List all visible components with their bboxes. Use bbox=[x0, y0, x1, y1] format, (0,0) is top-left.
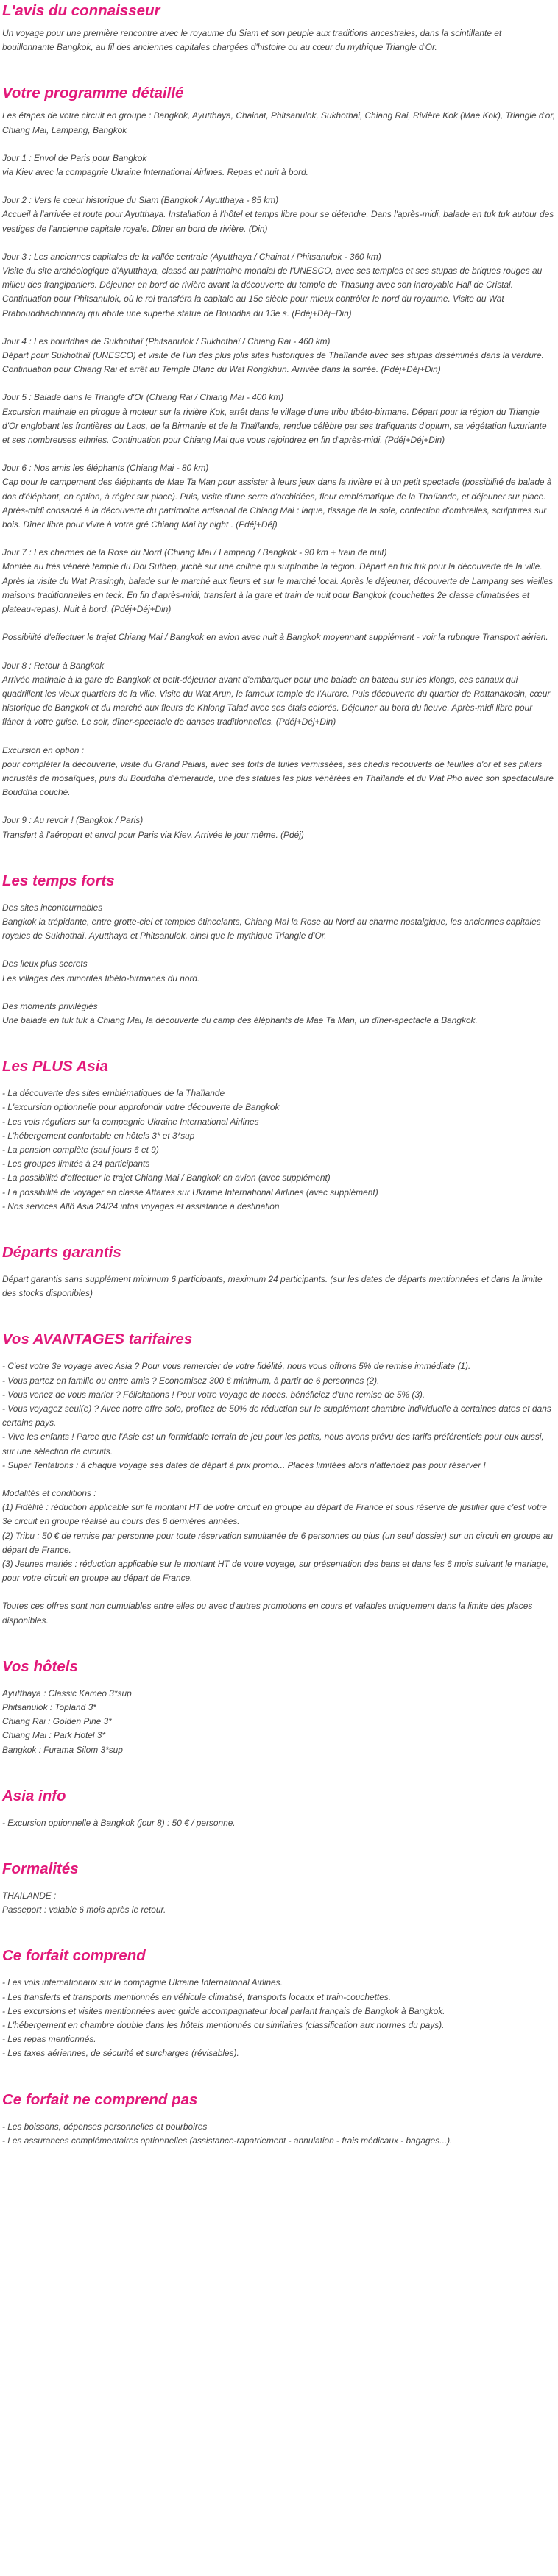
section-formalites bbox=[2, 1860, 556, 1917]
day-block bbox=[2, 193, 556, 236]
list-item: - L'hébergement confortable en hôtels 3* et 3*sup bbox=[2, 1130, 195, 1141]
day-title: Jour 9 : Au revoir ! (Bangkok / Paris) bbox=[2, 815, 144, 826]
day-note-text: Possibilité d'effectuer le trajet Chiang Mai / Bangkok en avion avec nuit à Bangkok moyennant supplément - voir la rubrique Transport aérien. bbox=[2, 632, 548, 643]
highlight-text: Une balade en tuk tuk à Chiang Mai, la découverte du camp des éléphants de Mae Ta Man, un dîner-spectacle à Bangkok. bbox=[2, 1014, 478, 1025]
list-item: - Vive les enfants ! Parce que l'Asie est un formidable terrain de jeu pour les petits, nous avons prévu des tarifs préférentiels pour eux aussi, sur une sélection de circuits. bbox=[2, 1431, 544, 1456]
section-plus-asia bbox=[2, 1057, 556, 1214]
list-item: - Les assurances complémentaires optionnelles (assistance-rapatriement - annulation - frais médicaux - bagages...). bbox=[2, 2135, 453, 2146]
section-departs bbox=[2, 1243, 556, 1301]
section-title-avantages: Vos AVANTAGES tarifaires bbox=[2, 1331, 193, 1348]
day-title: Jour 6 : Nos amis les éléphants (Chiang Mai - 80 km) bbox=[2, 463, 209, 474]
day-text: Départ pour Sukhothaï (UNESCO) et visite de l'un des plus jolis sites historiques de Thaïlande avec ses stupas disséminés dans la verdure. Continuation pour Chiang Rai et arrêt au Temple Blanc du Wat Rongkhun. Arrivée dans la soirée. (Pdéj+Déj+Din) bbox=[2, 350, 544, 375]
section-title-ne-comprend-pas: Ce forfait ne comprend pas bbox=[2, 2091, 198, 2108]
day-block bbox=[2, 391, 556, 447]
highlight-title: Des moments privilégiés bbox=[2, 1000, 98, 1011]
section-title-temps-forts: Les temps forts bbox=[2, 872, 115, 889]
departs-text: Départ garantis sans supplément minimum 6 participants, maximum 24 participants. (sur les dates de départs mentionnées et dans la limite des stocks disponibles) bbox=[2, 1273, 543, 1299]
day-title: Jour 2 : Vers le cœur historique du Siam (Bangkok / Ayutthaya - 85 km) bbox=[2, 195, 279, 206]
avantages-note: Toutes ces offres sont non cumulables entre elles ou avec d'autres promotions en cours et valables uniquement dans la limite des places disponibles. bbox=[2, 1601, 533, 1626]
section-title-departs: Départs garantis bbox=[2, 1243, 121, 1261]
section-hotels bbox=[2, 1657, 556, 1757]
list-item: - La découverte des sites emblématiques de la Thaïlande bbox=[2, 1088, 225, 1099]
avis-text: Un voyage pour une première rencontre avec le royaume du Siam et son peuple aux traditions ancestrales, dans la scintillante et bouillonnante Bangkok, au fil des anciennes capitales chargées d'histoire ou au cœur du mythique Triangle d'Or. bbox=[2, 28, 502, 53]
list-item: - Nos services Allô Asia 24/24 infos voyages et assistance à destination bbox=[2, 1200, 280, 1211]
highlight-text: Bangkok la trépidante, entre grotte-ciel et temples étincelants, Chiang Mai la Rose du Nord au charme nostalgique, les anciennes capitales royales de Sukhothaï, Ayutthaya et Phitsanulok, ainsi que le mythique Triangle d'Or. bbox=[2, 916, 541, 942]
day-title: Jour 8 : Retour à Bangkok bbox=[2, 660, 105, 671]
list-item: - Les repas mentionnés. bbox=[2, 2034, 96, 2045]
included-list bbox=[2, 1976, 556, 2060]
condition-item: (3) Jeunes mariés : réduction applicable sur le montant HT de votre voyage, sur présentation des bans et dans les 6 mois suivant le mariage, pour votre circuit en groupe au départ de France. bbox=[2, 1559, 549, 1584]
day-block bbox=[2, 659, 556, 730]
day-title: Jour 4 : Les bouddhas de Sukhothaï (Phitsanulok / Sukhothaï / Chiang Rai - 460 km) bbox=[2, 335, 331, 346]
section-title-formalites: Formalités bbox=[2, 1860, 79, 1878]
day-block bbox=[2, 814, 556, 842]
formalites-country: THAILANDE : bbox=[2, 1890, 57, 1901]
section-ne-comprend-pas bbox=[2, 2091, 556, 2148]
excluded-list bbox=[2, 2120, 556, 2148]
day-block bbox=[2, 152, 556, 179]
highlight-text: Les villages des minorités tibéto-birmanes du nord. bbox=[2, 972, 200, 983]
list-item: - Vous voyagez seul(e) ? Avec notre offre solo, profitez de 50% de réduction sur le supplément chambre individuelle à certaines dates et dans certains pays. bbox=[2, 1403, 551, 1428]
hotel-item: Bangkok : Furama Silom 3*sup bbox=[2, 1744, 123, 1755]
section-avis bbox=[2, 1, 556, 54]
day-block bbox=[2, 335, 556, 377]
list-item: - Les groupes limités à 24 participants bbox=[2, 1159, 150, 1170]
day-text: Arrivée matinale à la gare de Bangkok et petit-déjeuner avant d'embarquer pour une balade en bateau sur les klongs, ces canaux qui quadrillent les vieux quartiers de la ville. Visite du Wat Arun, le fameux temple de l'Aurore. Puis découverte du quartier de Rattanakosin, cœur historique de Bangkok et du marché aux fleurs de Khlong Talad avec ses étals colorés. Déjeuner au bord du fleuve. Après-midi libre pour flâner à votre guise. Le soir, dîner-spectacle de danses traditionnelles. (Pdéj+Déj+Din) bbox=[2, 674, 551, 727]
day-text: Accueil à l'arrivée et route pour Ayutthaya. Installation à l'hôtel et temps libre pour se détendre. Dans l'après-midi, balade en tuk tuk autour des vestiges de l'ancienne capitale royale. Dîner en bord de rivière. (Din) bbox=[2, 209, 554, 234]
day-title: Jour 1 : Envol de Paris pour Bangkok bbox=[2, 152, 147, 163]
list-item: - L'hébergement en chambre double dans les hôtels mentionnés ou similaires (classification aux normes du pays). bbox=[2, 2020, 445, 2031]
day-text: Transfert à l'aéroport et envol pour Paris via Kiev. Arrivée le jour même. (Pdéj) bbox=[2, 829, 304, 840]
section-title-avis: L'avis du connaisseur bbox=[2, 2, 160, 19]
day-block bbox=[2, 250, 556, 321]
list-item: - Les taxes aériennes, de sécurité et surcharges (révisables). bbox=[2, 2048, 239, 2059]
highlight-title: Des lieux plus secrets bbox=[2, 958, 88, 969]
section-title-hotels: Vos hôtels bbox=[2, 1657, 78, 1675]
asia-info-text: - Excursion optionnelle à Bangkok (jour 8) : 50 € / personne. bbox=[2, 1817, 236, 1828]
day-text: Montée au très vénéré temple du Doi Suthep, juché sur une colline qui surplombe la région. Départ en tuk tuk pour la découverte de la ville. Après la visite du Wat Prasingh, balade sur le marché aux fleurs et sur le marché local. Après le déjeuner, découverte de Lampang ses vieilles maisons traditionnelles en teck. En fin d'après-midi, transfert à la gare et train de nuit pour Bangkok (couchettes 2e classe climatisées et plateau-repas). Nuit à bord. (Pdéj+Déj+Din) bbox=[2, 561, 554, 615]
list-item: - Vous partez en famille ou entre amis ? Economisez 300 € minimum, à partir de 6 personnes (2). bbox=[2, 1375, 380, 1386]
day-block bbox=[2, 546, 556, 616]
advantages-list bbox=[2, 1359, 556, 1473]
section-avantages bbox=[2, 1330, 556, 1627]
day-text: Excursion matinale en pirogue à moteur sur la rivière Kok, arrêt dans le village d'une tribu tibéto-birmane. Départ pour la région du Triangle d'Or englobant les frontières du Laos, de la Birmanie et de la Thaïlande, rendue célèbre par ses trafiquants d'opium, sa végétation luxuriante et ses nombreuses ethnies. Continuation pour Chiang Mai que vous rejoindrez en fin d'après-midi. (Pdéj+Déj+Din) bbox=[2, 406, 547, 446]
conditions-block bbox=[2, 1487, 556, 1585]
section-title-programme: Votre programme détaillé bbox=[2, 85, 184, 102]
section-temps-forts bbox=[2, 872, 556, 1028]
highlight-block bbox=[2, 1000, 556, 1028]
section-title-comprend: Ce forfait comprend bbox=[2, 1947, 146, 1965]
day-block bbox=[2, 461, 556, 532]
hotel-item: Phitsanulok : Topland 3* bbox=[2, 1702, 96, 1713]
section-programme bbox=[2, 84, 556, 842]
list-item: - L'excursion optionnelle pour approfondir votre découverte de Bangkok bbox=[2, 1102, 280, 1113]
section-comprend bbox=[2, 1946, 556, 2060]
day-text: Visite du site archéologique d'Ayutthaya, classé au patrimoine mondial de l'UNESCO, avec ses temples et ses stupas de briques rouges au milieu des frangipaniers. Déjeuner en bord de rivière avant la découverte du temple de Thasung avec son incroyable Hall de Cristal. Continuation pour Phitsanulok, où le roi transféra la capitale au 15e siècle pour mieux contrôler le nord du royaume. Visite du Wat Prabouddhachinnaraj qui abrite une superbe statue de Bouddha du 13e s. (Pdéj+Déj+Din) bbox=[2, 266, 543, 319]
list-item: - Les boissons, dépenses personnelles et pourboires bbox=[2, 2121, 208, 2132]
plus-list bbox=[2, 1086, 556, 1214]
day-text: Cap pour le campement des éléphants de Mae Ta Man pour assister à leurs jeux dans la rivière et à un petit spectacle (possibilité de balade à dos d'éléphant, en option, à régler sur place). Puis, visite d'une serre d'orchidées, fleur emblématique de la Thaïlande, et déjeuner sur place. Après-midi consacré à la découverte du patrimoine artisanal de Chiang Mai : laque, tissage de la soie, confection d'ombrelles, sculptures sur bois. Dîner libre pour vivre à votre gré Chiang Mai by night . (Pdéj+Déj) bbox=[2, 477, 552, 530]
list-item: - Les excursions et visites mentionnées avec guide accompagnateur local parlant français de Bangkok à Bangkok. bbox=[2, 2005, 445, 2016]
list-item: - Les transferts et transports mentionnés en véhicule climatisé, transports locaux et train-couchettes. bbox=[2, 1991, 392, 2002]
highlight-block bbox=[2, 957, 556, 985]
day-text: via Kiev avec la compagnie Ukraine International Airlines. Repas et nuit à bord. bbox=[2, 167, 308, 178]
list-item: - Les vols internationaux sur la compagnie Ukraine International Airlines. bbox=[2, 1977, 283, 1988]
hotel-item: Chiang Mai : Park Hotel 3* bbox=[2, 1730, 106, 1741]
condition-item: (1) Fidélité : réduction applicable sur le montant HT de votre circuit en groupe au départ de France et sous réserve de justifier que c'est votre 3e circuit en groupe réalisé au cours des 6 dernières années. bbox=[2, 1502, 547, 1527]
section-title-plus-asia: Les PLUS Asia bbox=[2, 1058, 108, 1075]
optional-excursion-title: Excursion en option : bbox=[2, 744, 85, 755]
day-title: Jour 5 : Balade dans le Triangle d'Or (Chiang Rai / Chiang Mai - 400 km) bbox=[2, 392, 284, 403]
optional-excursion-text: pour compléter la découverte, visite du Grand Palais, avec ses toits de tuiles vernissées, ses chedis recouverts de feuilles d'or et ses piliers incrustés de mosaïques, puis du Bouddha d'émeraude, une des statues les plus vénérées en Thaïlande et du Wat Pho avec son spectaculaire Bouddha couché. bbox=[2, 758, 554, 798]
highlight-block bbox=[2, 901, 556, 944]
hotel-item: Chiang Rai : Golden Pine 3* bbox=[2, 1716, 112, 1727]
formalites-text: Passeport : valable 6 mois après le retour. bbox=[2, 1904, 166, 1915]
list-item: - La pension complète (sauf jours 6 et 9) bbox=[2, 1144, 159, 1155]
conditions-title: Modalités et conditions : bbox=[2, 1488, 96, 1499]
optional-excursion-block bbox=[2, 744, 556, 800]
section-asia-info bbox=[2, 1787, 556, 1830]
list-item: - Super Tentations : à chaque voyage ses dates de départ à prix promo... Places limitées alors n'attendez pas pour réserver ! bbox=[2, 1459, 486, 1470]
hotel-item: Ayutthaya : Classic Kameo 3*sup bbox=[2, 1687, 132, 1698]
condition-item: (2) Tribu : 50 € de remise par personne pour toute réservation simultanée de 6 personnes ou plus (un seul dossier) sur un circuit en groupe au départ de France. bbox=[2, 1530, 553, 1555]
list-item: - C'est votre 3e voyage avec Asia ? Pour vous remercier de votre fidélité, nous vous offrons 5% de remise immédiate (1). bbox=[2, 1361, 471, 1372]
day-title: Jour 3 : Les anciennes capitales de la vallée centrale (Ayutthaya / Chainat / Phitsanulok - 360 km) bbox=[2, 251, 381, 262]
day-title: Jour 7 : Les charmes de la Rose du Nord (Chiang Mai / Lampang / Bangkok - 90 km + train de nuit) bbox=[2, 547, 387, 558]
section-title-asia-info: Asia info bbox=[2, 1787, 66, 1804]
list-item: - Vous venez de vous marier ? Félicitations ! Pour votre voyage de noces, bénéficiez d'une remise de 5% (3). bbox=[2, 1389, 425, 1400]
list-item: - La possibilité d'effectuer le trajet Chiang Mai / Bangkok en avion (avec supplément) bbox=[2, 1173, 331, 1184]
list-item: - Les vols réguliers sur la compagnie Ukraine International Airlines bbox=[2, 1116, 259, 1127]
list-item: - La possibilité de voyager en classe Affaires sur Ukraine International Airlines (avec supplément) bbox=[2, 1186, 378, 1198]
highlight-title: Des sites incontournables bbox=[2, 902, 103, 913]
day-note bbox=[2, 630, 556, 644]
hotels-list bbox=[2, 1687, 556, 1757]
programme-steps-intro: Les étapes de votre circuit en groupe : Bangkok, Ayutthaya, Chainat, Phitsanulok, Sukhothai, Chiang Rai, Rivière Kok (Mae Kok), Triangle d'or, Chiang Mai, Lampang, Bangkok bbox=[2, 110, 556, 135]
